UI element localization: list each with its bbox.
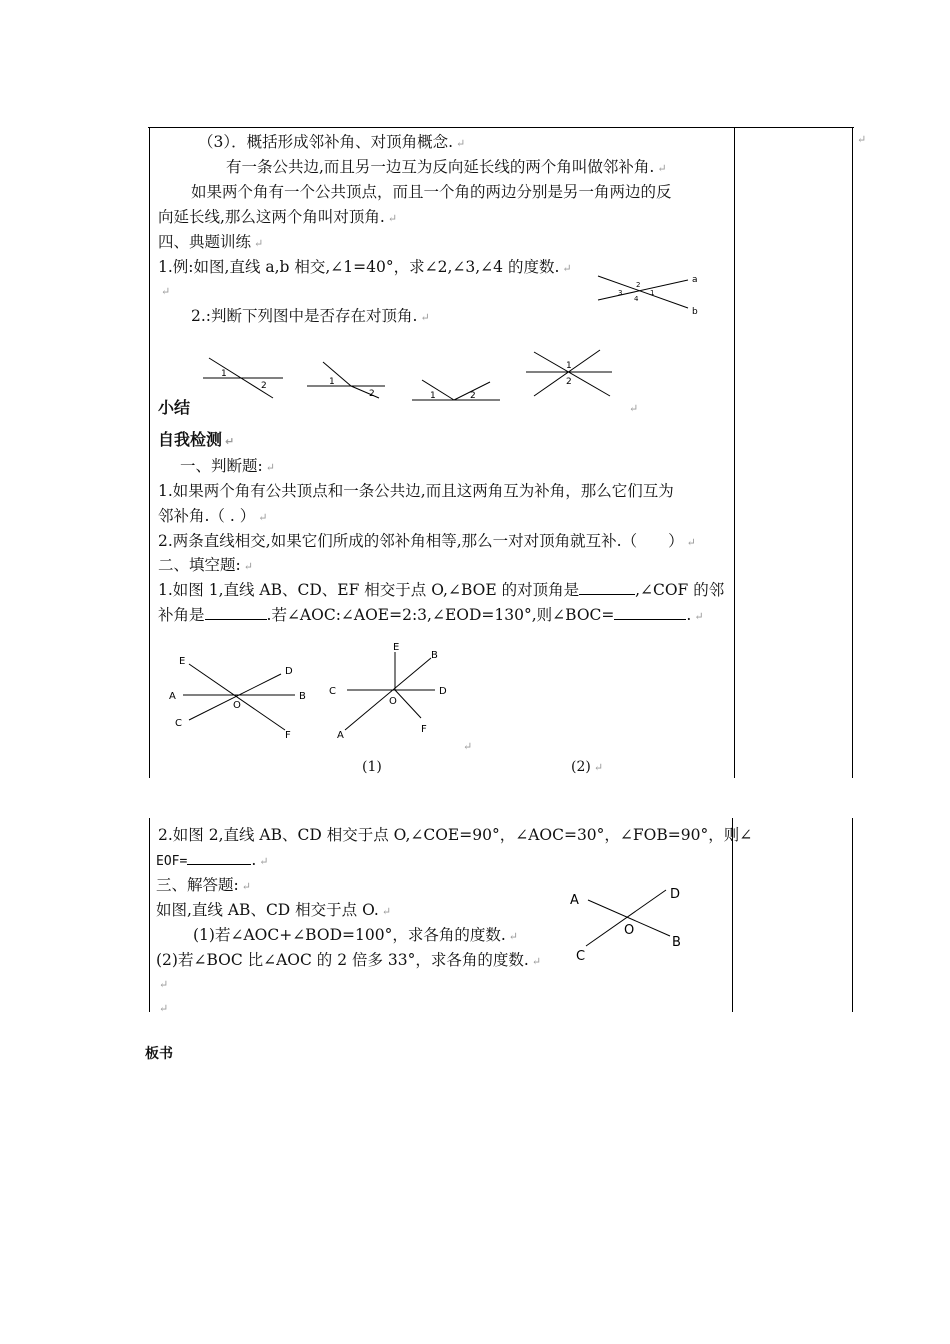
svg-text:B: B [431,650,438,661]
svg-text:C: C [329,686,336,697]
fill-question-2-line1: 2.如图 2,直线 AB、CD 相交于点 O,∠COE=90°，∠AOC=30°，∠FOB=90°，则∠ [158,826,753,844]
svg-text:B: B [672,935,681,950]
svg-text:C: C [175,718,182,729]
summary-title: 小结 [158,398,191,417]
svg-text:A: A [337,730,344,741]
table-top-border [148,127,854,128]
judge-section-title: 一、判断题: ↵ [180,457,275,475]
table-middle-border [734,127,735,778]
svg-text:2: 2 [261,381,267,391]
answer-intro: 如图,直线 AB、CD 相交于点 O. ↵ [156,901,392,919]
svg-text:O: O [233,700,241,711]
label-4: 4 [634,295,639,303]
table-right-border [852,127,853,778]
judge-figure-1 [195,350,290,402]
answer-section-title: 三、解答题: ↵ [156,876,251,894]
selfcheck-title: 自我检测 ↵ [158,430,235,449]
answer-blank[interactable] [205,603,267,620]
svg-text:A: A [169,691,176,702]
judge-question-1-line2: 邻补角.（ . ） ↵ [158,507,268,525]
paragraph-mark: ↵ [463,740,473,753]
fill-question-1-line2: 补角是 .若∠AOC:∠AOE=2:3,∠EOD=130°,则∠BOC= . ↵ [158,603,704,629]
table-left-border [149,127,150,778]
svg-text:F: F [285,730,291,741]
svg-text:1: 1 [430,391,436,401]
judge-figure-3 [408,370,503,404]
svg-text:A: A [570,893,579,908]
answer-question-2: (2)若∠BOC 比∠AOC 的 2 倍多 33°，求各角的度数. ↵ [156,951,542,969]
fill-section-title: 二、填空题: ↵ [158,556,253,574]
svg-text:1: 1 [566,361,572,371]
fill-question-1-line1: 1.如图 1,直线 AB、CD、EF 相交于点 O,∠BOE 的对顶角是 ,∠COF 的邻 [158,578,724,602]
blackboard-title: 板书 [145,1046,173,1062]
judge-figure-2 [303,358,388,402]
paragraph-mark: ↵ [629,402,639,415]
figure-2-intersecting-lines [325,636,460,746]
svg-text:B: B [299,691,306,702]
svg-text:D: D [439,686,447,697]
label-a: a [692,275,698,285]
intersecting-lines-ab-figure [590,270,710,320]
fill-question-2-line2: EOF= . ↵ [156,848,268,874]
answer-blank[interactable] [614,603,686,620]
paragraph-mark: ↵ [159,1002,169,1015]
label-2: 2 [636,281,641,289]
paragraph-mark: ↵ [161,285,171,298]
svg-text:2: 2 [470,391,476,401]
judge-question-2: 2.两条直线相交,如果它们所成的邻补角相等,那么一对对顶角就互补.（ ） ↵ [158,532,696,550]
svg-text:1: 1 [329,377,335,387]
section4-title: 四、典题训练 ↵ [158,233,264,251]
label-1: 1 [650,289,655,297]
label-3: 3 [618,289,623,297]
table2-right-border [852,818,853,1012]
judge-figure-4 [522,346,617,402]
svg-text:E: E [179,656,186,667]
svg-text:2: 2 [369,389,375,399]
answer-blank[interactable] [579,578,635,595]
table2-middle-border [732,818,733,1012]
svg-text:2: 2 [566,377,572,387]
table2-left-border [149,818,150,1012]
svg-text:C: C [576,949,586,964]
paragraph-mark: ↵ [159,978,169,991]
svg-text:1: 1 [221,369,227,379]
adjacent-angle-definition: 有一条公共边,而且另一边互为反向延长线的两个角叫做邻补角. ↵ [226,158,667,176]
section3-title: （3）．概括形成邻补角、对顶角概念. ↵ [198,133,466,151]
paragraph-mark: ↵ [857,133,867,146]
svg-text:D: D [285,666,293,677]
answer-question-1: (1)若∠AOC+∠BOD=100°，求各角的度数. ↵ [193,926,518,944]
svg-text:F: F [421,724,427,735]
vertical-angle-definition-1: 如果两个角有一个公共顶点，而且一个角的两边分别是另一角两边的反 [191,183,672,201]
svg-text:D: D [670,887,681,902]
answer-figure-intersecting-lines [562,880,697,970]
figure-2-caption: (2) ↵ [571,759,604,775]
svg-text:O: O [624,923,635,938]
example2-text: 2.:判断下列图中是否存在对顶角. ↵ [191,307,430,325]
judge-question-1-line1: 1.如果两个角有公共顶点和一条公共边,而且这两角互为补角，那么它们互为 [158,482,674,500]
figure-1-caption: (1) [362,759,382,775]
svg-text:E: E [393,642,400,653]
figure-1-intersecting-lines [165,646,315,746]
vertical-angle-definition-2: 向延长线,那么这两个角叫对顶角. ↵ [158,208,398,226]
svg-text:O: O [389,696,397,707]
label-b: b [692,307,698,317]
example1-text: 1.例:如图,直线 a,b 相交,∠1=40°，求∠2,∠3,∠4 的度数. ↵ [158,258,572,276]
answer-blank[interactable] [187,848,251,865]
